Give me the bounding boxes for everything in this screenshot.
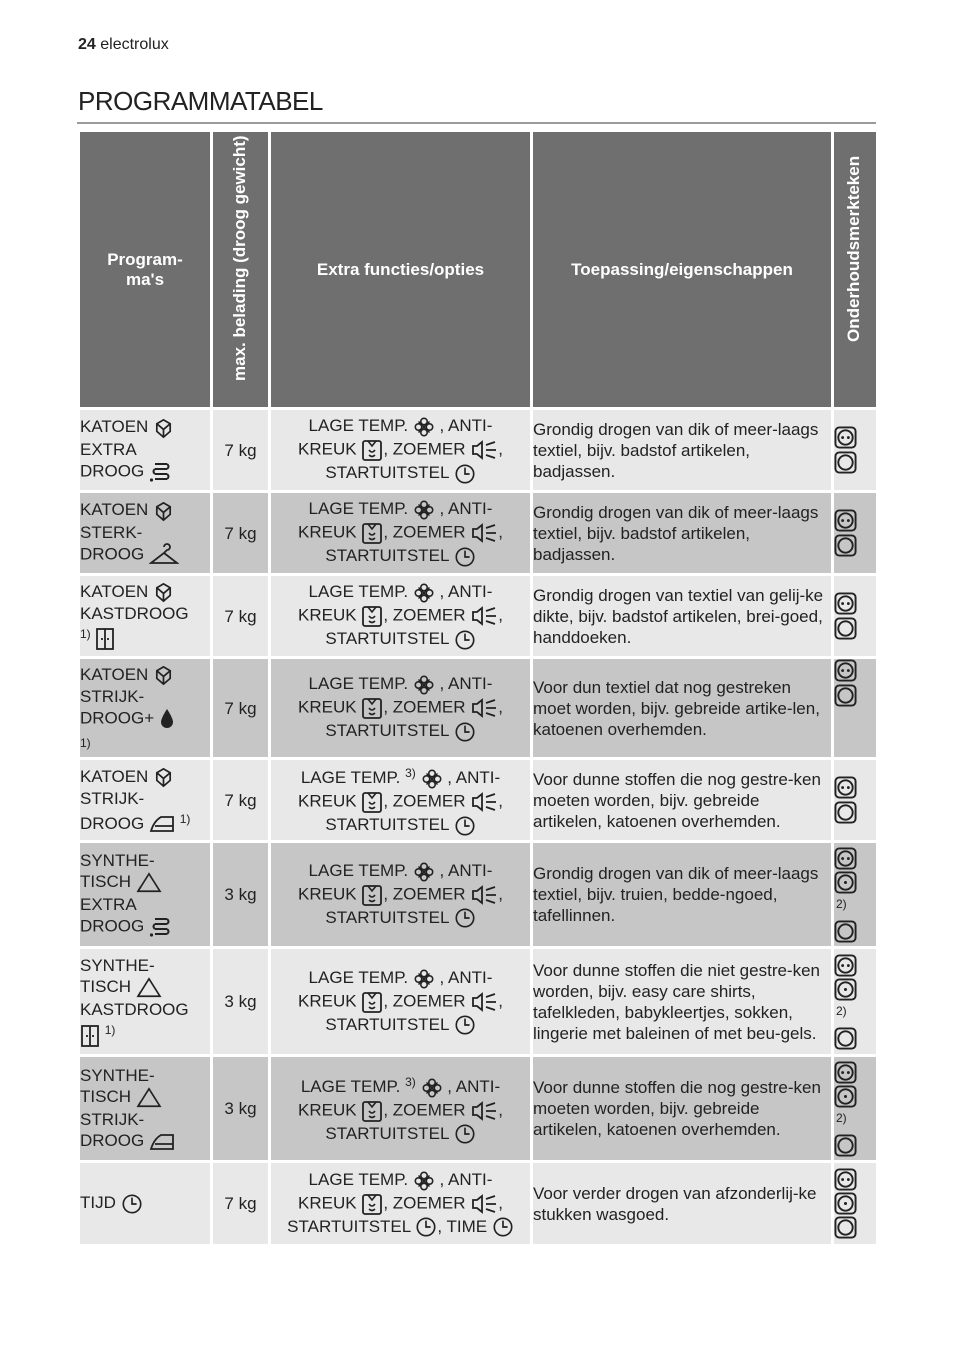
options-cell: LAGE TEMP. $^{3)}$ , ANTI- KREUK , ZOEMER , STARTUITSTEL xyxy=(270,1056,532,1162)
application-cell: Grondig drogen van dik of meer-laags textiel, bijv. badstof artikelen, badjassen. xyxy=(532,409,833,492)
options-cell: LAGE TEMP. , ANTI- KREUK , ZOEMER , STARTUITSTEL xyxy=(270,492,532,575)
cotton-icon xyxy=(153,665,174,686)
clock-icon xyxy=(454,907,476,929)
buzzer-icon xyxy=(470,605,498,627)
options-cell: LAGE TEMP. , ANTI- KREUK , ZOEMER , STARTUITSTEL xyxy=(270,842,532,948)
program-cell: KATOEN KASTDROOG $^{1)}$ xyxy=(79,575,212,658)
buzzer-icon xyxy=(470,697,498,719)
options-cell: LAGE TEMP. $^{3)}$ , ANTI- KREUK , ZOEMER , STARTUITSTEL xyxy=(270,759,532,842)
program-cell: TIJD xyxy=(79,1162,212,1246)
tumble-dry-high-icon xyxy=(834,1168,857,1191)
table-row xyxy=(79,658,878,759)
options-cell: LAGE TEMP. , ANTI- KREUK , ZOEMER , STARTUITSTEL xyxy=(270,575,532,658)
page-header xyxy=(78,36,169,54)
footnote-marker: 2) xyxy=(836,1110,847,1125)
column-header-care: Onderhoudsmerkteken xyxy=(833,131,878,409)
load-cell: 3 kg xyxy=(212,842,270,948)
tumble-dry-icon xyxy=(834,1134,857,1157)
anti-crease-icon xyxy=(361,883,383,907)
column-header-options: Extra functies/opties xyxy=(270,131,532,409)
footnote-marker: 1) xyxy=(179,811,191,826)
clock-icon xyxy=(454,629,476,651)
program-cell: SYNTHE- TISCH STRIJK- DROOG xyxy=(79,1056,212,1162)
options-cell: LAGE TEMP. , ANTI- KREUK , ZOEMER , STARTUITSTEL xyxy=(270,658,532,759)
care-cell xyxy=(833,575,878,658)
options-cell: LAGE TEMP. , ANTI- KREUK , ZOEMER , STARTUITSTEL , TIME xyxy=(270,1162,532,1246)
cupboard-icon xyxy=(95,627,115,651)
footnote-marker: 1) xyxy=(104,1023,116,1037)
clock-icon xyxy=(492,1216,514,1238)
tumble-dry-high-icon xyxy=(834,659,857,682)
anti-crease-icon xyxy=(361,1192,383,1216)
anti-crease-icon xyxy=(361,1099,383,1123)
tumble-dry-icon xyxy=(834,1027,857,1050)
snowflake-icon xyxy=(421,1077,443,1099)
page-title: PROGRAMMATABEL xyxy=(78,86,323,116)
footnote-marker: 3) xyxy=(405,766,416,781)
anti-crease-icon xyxy=(361,604,383,628)
load-cell: 7 kg xyxy=(212,409,270,492)
clock-icon xyxy=(454,1123,476,1145)
application-cell: Voor dunne stoffen die nog gestre-ken moeten worden, bijv. gebreide artikelen, katoenen overhemden. xyxy=(532,759,833,842)
buzzer-icon xyxy=(470,884,498,906)
care-cell xyxy=(833,759,878,842)
page-number: 24 xyxy=(78,36,96,53)
care-cell xyxy=(833,658,878,759)
tumble-dry-icon xyxy=(834,617,857,640)
cotton-icon xyxy=(153,501,174,522)
column-header-application: Toepassing/eigenschappen xyxy=(532,131,833,409)
snowflake-icon xyxy=(413,416,435,438)
application-cell: Voor dun textiel dat nog gestreken moet worden, bijv. gebreide artike-len, katoenen overhemden. xyxy=(532,658,833,759)
cotton-icon xyxy=(153,418,174,439)
footnote-marker: 1) xyxy=(80,626,91,641)
footnote-marker: 3) xyxy=(405,1074,416,1089)
application-cell: Voor verder drogen van afzonderlij-ke stukken wasgoed. xyxy=(532,1162,833,1246)
tumble-dry-low-icon xyxy=(834,1085,857,1108)
snowflake-icon xyxy=(413,1170,435,1192)
cupboard-icon xyxy=(80,1024,100,1048)
options-cell: LAGE TEMP. , ANTI- KREUK , ZOEMER , STARTUITSTEL xyxy=(270,948,532,1056)
tumble-dry-low-icon xyxy=(834,1192,857,1215)
program-cell: SYNTHE- TISCH KASTDROOG $^{1)}$ xyxy=(79,948,212,1056)
brand-name: electrolux xyxy=(100,36,169,53)
tumble-dry-icon xyxy=(834,451,857,474)
load-cell: 7 kg xyxy=(212,575,270,658)
clock-icon xyxy=(454,463,476,485)
anti-crease-icon xyxy=(361,790,383,814)
synthetic-icon xyxy=(136,1087,162,1109)
tumble-dry-high-icon xyxy=(834,847,857,870)
synthetic-icon xyxy=(136,872,162,894)
clock-icon xyxy=(415,1216,437,1238)
program-table xyxy=(77,129,879,1247)
tumble-dry-high-icon xyxy=(834,954,857,977)
table-row xyxy=(79,1162,878,1246)
snowflake-icon xyxy=(413,968,435,990)
buzzer-icon xyxy=(470,1193,498,1215)
snowflake-icon xyxy=(413,861,435,883)
clock-icon xyxy=(454,546,476,568)
clock-icon xyxy=(454,721,476,743)
care-cell xyxy=(833,1056,878,1162)
program-cell: KATOEN EXTRA DROOG xyxy=(79,409,212,492)
buzzer-icon xyxy=(470,991,498,1013)
anti-crease-icon xyxy=(361,521,383,545)
load-cell: 7 kg xyxy=(212,1162,270,1246)
clock-icon xyxy=(454,1014,476,1036)
tumble-dry-high-icon xyxy=(834,1061,857,1084)
title-divider xyxy=(77,122,876,124)
hanger-icon xyxy=(149,543,179,567)
footnote-marker: 1) xyxy=(80,736,91,750)
snowflake-icon xyxy=(421,768,443,790)
load-cell: 3 kg xyxy=(212,948,270,1056)
anti-crease-icon xyxy=(361,696,383,720)
load-cell: 7 kg xyxy=(212,658,270,759)
table-row xyxy=(79,409,878,492)
table-row xyxy=(79,842,878,948)
program-cell: KATOEN STRIJK- DROOG $^{1)}$ xyxy=(79,759,212,842)
load-cell: 7 kg xyxy=(212,492,270,575)
application-cell: Grondig drogen van textiel van gelij-ke dikte, bijv. badstof artikelen, brei-goed, handdoeken. xyxy=(532,575,833,658)
synthetic-icon xyxy=(136,977,162,999)
application-cell: Voor dunne stoffen die niet gestre-ken worden, bijv. easy care shirts, tafelkleden, babykleertjes, sokken, lingerie met baleinen of met beu-gels. xyxy=(532,948,833,1056)
program-cell: SYNTHE- TISCH EXTRA DROOG xyxy=(79,842,212,948)
application-cell: Voor dunne stoffen die nog gestre-ken moeten worden, bijv. gebreide artikelen, katoenen overhemden. xyxy=(532,1056,833,1162)
table-row xyxy=(79,492,878,575)
buzzer-icon xyxy=(470,791,498,813)
options-cell: LAGE TEMP. , ANTI- KREUK , ZOEMER , STARTUITSTEL xyxy=(270,409,532,492)
clock-icon xyxy=(121,1193,143,1215)
snowflake-icon xyxy=(413,674,435,696)
footnote-marker: 2) xyxy=(836,896,847,911)
iron-icon xyxy=(149,1132,175,1152)
tumble-dry-high-icon xyxy=(834,509,857,532)
drop-icon xyxy=(159,707,175,731)
table-row xyxy=(79,1056,878,1162)
cotton-icon xyxy=(153,582,174,603)
clock-icon xyxy=(454,815,476,837)
buzzer-icon xyxy=(470,1100,498,1122)
buzzer-icon xyxy=(470,522,498,544)
anti-crease-icon xyxy=(361,438,383,462)
extra-dry-icon xyxy=(149,915,171,939)
tumble-dry-low-icon xyxy=(834,871,857,894)
anti-crease-icon xyxy=(361,990,383,1014)
column-header-load: max. belading (droog gewicht) xyxy=(212,131,270,409)
footnote-marker: 2) xyxy=(836,1003,847,1018)
tumble-dry-icon xyxy=(834,920,857,943)
snowflake-icon xyxy=(413,499,435,521)
care-cell xyxy=(833,948,878,1056)
tumble-dry-high-icon xyxy=(834,592,857,615)
column-header-program: Program- ma's xyxy=(79,131,212,409)
load-cell: 7 kg xyxy=(212,759,270,842)
care-cell xyxy=(833,492,878,575)
snowflake-icon xyxy=(413,582,435,604)
iron-icon xyxy=(149,814,175,834)
care-cell xyxy=(833,1162,878,1246)
cotton-icon xyxy=(153,767,174,788)
tumble-dry-icon xyxy=(834,534,857,557)
application-cell: Grondig drogen van dik of meer-laags textiel, bijv. truien, bedde-ngoed, tafellinnen. xyxy=(532,842,833,948)
program-cell: KATOEN STRIJK- DROOG+ 1) xyxy=(79,658,212,759)
tumble-dry-icon xyxy=(834,1216,857,1239)
tumble-dry-icon xyxy=(834,684,857,707)
table-row xyxy=(79,759,878,842)
tumble-dry-icon xyxy=(834,801,857,824)
table-row xyxy=(79,948,878,1056)
table-row xyxy=(79,575,878,658)
program-cell: KATOEN STERK- DROOG xyxy=(79,492,212,575)
load-cell: 3 kg xyxy=(212,1056,270,1162)
tumble-dry-high-icon xyxy=(834,426,857,449)
care-cell xyxy=(833,409,878,492)
tumble-dry-low-icon xyxy=(834,978,857,1001)
table-header-row xyxy=(79,131,878,409)
extra-dry-icon xyxy=(149,460,171,484)
tumble-dry-high-icon xyxy=(834,776,857,799)
application-cell: Grondig drogen van dik of meer-laags textiel, bijv. badstof artikelen, badjassen. xyxy=(532,492,833,575)
care-cell xyxy=(833,842,878,948)
buzzer-icon xyxy=(470,439,498,461)
